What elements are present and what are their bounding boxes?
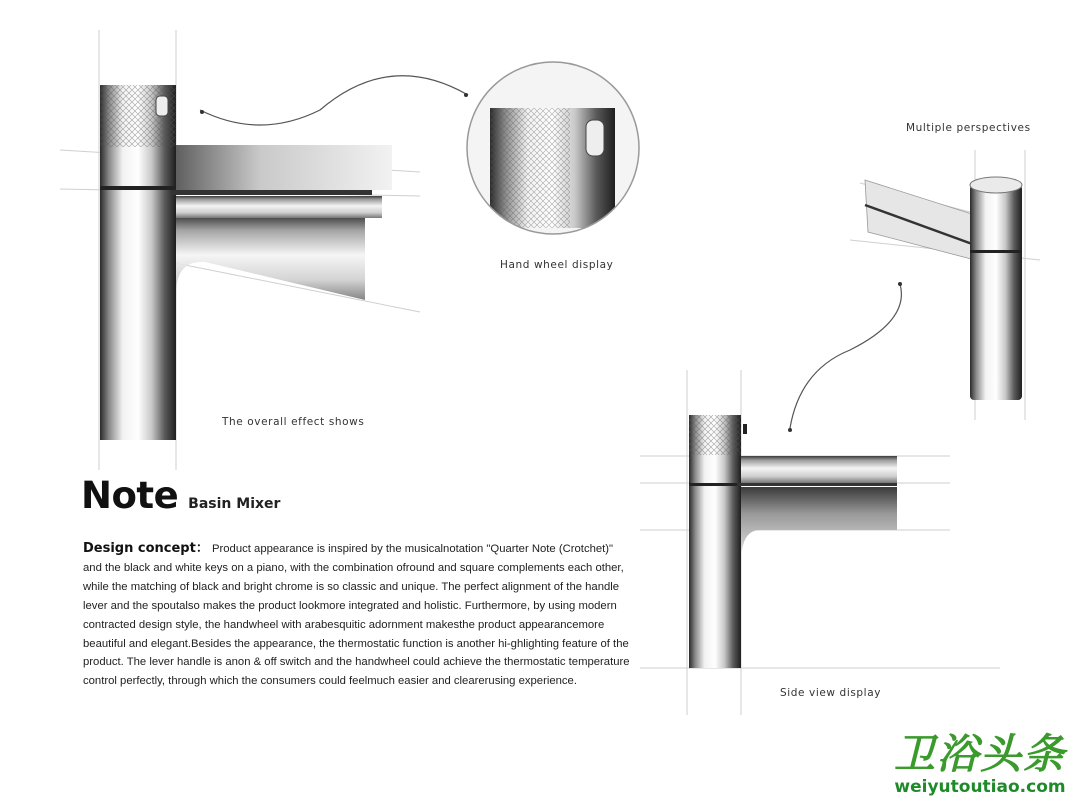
- caption-side-view: Side view display: [780, 687, 882, 699]
- faucet-main-render: [100, 85, 392, 440]
- title-main: Note: [81, 474, 179, 517]
- caption-hand-wheel: Hand wheel display: [500, 259, 614, 271]
- faucet-side-render: [689, 415, 897, 668]
- logo-text: 卫浴头条: [894, 730, 1066, 778]
- pointer-line: [200, 76, 468, 125]
- concept-label: Design concept：: [83, 541, 209, 556]
- caption-multiple-perspectives: Multiple perspectives: [906, 122, 1031, 134]
- title-sub: Basin Mixer: [188, 496, 281, 512]
- product-title: [81, 474, 280, 517]
- logo-url: weiyutoutiao.com: [894, 777, 1066, 797]
- pointer-line-2: [790, 284, 901, 428]
- faucet-perspective-render: [865, 177, 1022, 400]
- concept-text: Product appearance is inspired by the musicalnotation "Quarter Note (Crotchet)" and the black and white keys on a piano, with the combination ofround and square complements each other, while the matching of black and bright chrome is so classic and unique. The perfect alignment of the handle lever and the spoutalso makes the product lookmore integrated and holistic. Furthermore, by using modern contracted design style, the handwheel with arabesquitic adornment makesthe product appearancemore beautiful and elegant.Besides the appearance, the thermostatic function is another hi-ghlighting feature of the product. The lever handle is anon & off switch and the handwheel could achieve the thermostatic temperature control perfectly, through which the consumers could feelmuch easier and clearerusing experience.: [83, 543, 630, 688]
- caption-overall-effect: The overall effect shows: [222, 416, 365, 428]
- hand-wheel-detail: [460, 60, 650, 240]
- site-logo: [885, 732, 1075, 798]
- design-concept: [83, 540, 631, 691]
